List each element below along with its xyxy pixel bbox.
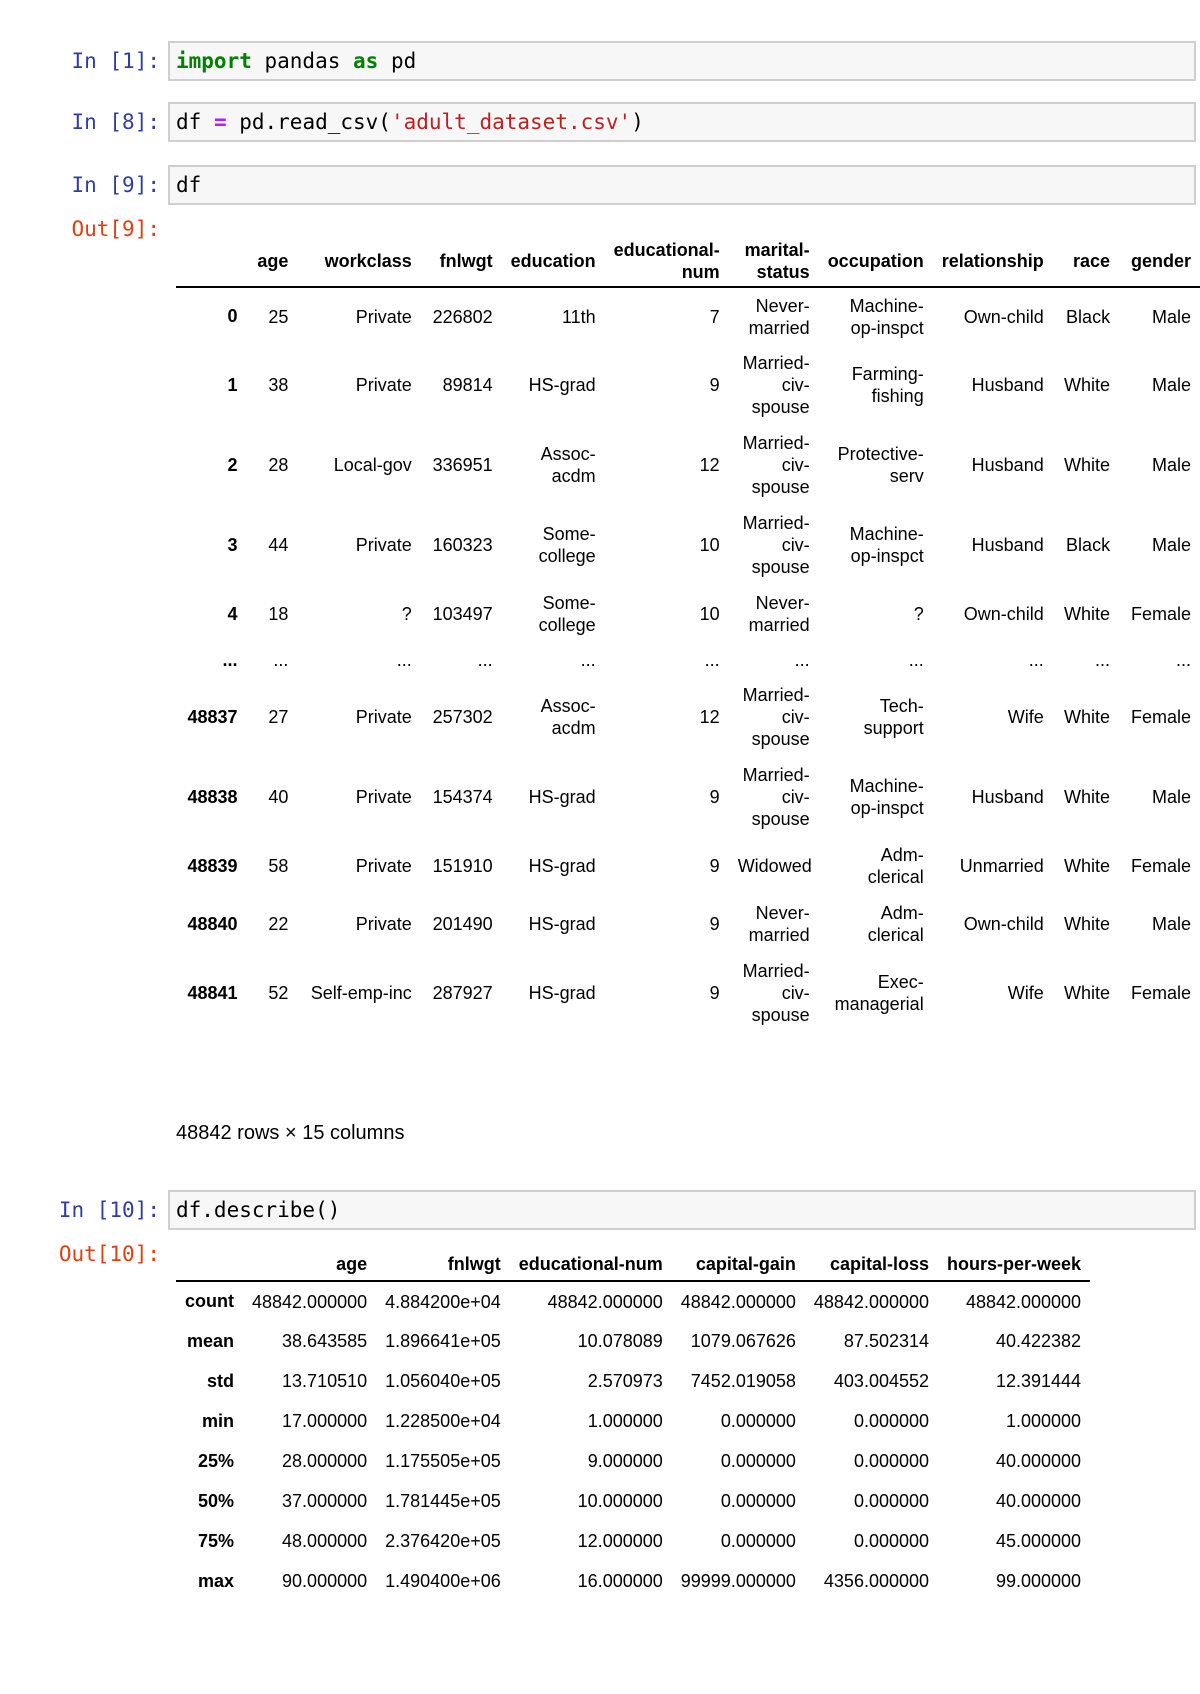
table-cell: 1.896641e+05 <box>385 1331 501 1351</box>
table-cell: Married-civ-spouse <box>742 513 810 577</box>
table-cell: 40 <box>268 787 289 807</box>
column-header: capital-loss <box>805 1248 938 1281</box>
table-cell: 0.000000 <box>720 1451 796 1471</box>
table-row <box>176 1361 1090 1401</box>
row-index: mean <box>186 1330 234 1351</box>
table-cell: Own-child <box>963 306 1044 327</box>
table-cell: ? <box>401 604 412 624</box>
code-token: ) <box>631 110 644 134</box>
table-cell: 7 <box>709 306 720 327</box>
code-token: = <box>213 110 227 134</box>
describe-table <box>176 1248 1090 1601</box>
table-cell: Local-gov <box>333 455 412 475</box>
table-row <box>176 895 1200 953</box>
table-cell: Male <box>1151 535 1191 555</box>
row-index: 1 <box>227 374 238 395</box>
table-row <box>176 425 1200 505</box>
code-token: import <box>176 49 252 73</box>
table-cell: Some-college <box>538 593 596 635</box>
table-cell: 1.490400e+06 <box>385 1571 501 1591</box>
column-header: gender <box>1119 236 1200 287</box>
table-cell: Married-civ-spouse <box>742 353 810 417</box>
table-cell: ... <box>794 650 810 670</box>
table-cell: Machine-op-inspct <box>849 776 924 818</box>
column-header: fnlwgt <box>421 236 502 287</box>
table-cell: 201490 <box>432 914 493 934</box>
dataframe-table <box>176 236 1200 1033</box>
table-cell: 18 <box>268 604 289 624</box>
table-cell: Private <box>355 856 412 876</box>
table-cell: Adm-clerical <box>867 903 924 945</box>
code-token: as <box>353 49 379 73</box>
table-cell: Black <box>1066 535 1111 555</box>
table-cell: 45.000000 <box>995 1531 1082 1551</box>
table-cell: Protective-serv <box>837 444 924 486</box>
table-cell: Machine-op-inspct <box>849 524 924 566</box>
column-header <box>176 236 247 287</box>
in-prompt: In [1]: <box>71 49 160 73</box>
table-cell: 38 <box>268 375 289 395</box>
table-cell: Tech-support <box>863 696 924 738</box>
table-cell: Never-married <box>748 593 810 635</box>
table-cell: 1.056040e+05 <box>385 1371 501 1391</box>
row-index: 2 <box>227 454 238 475</box>
table-cell: 4.884200e+04 <box>385 1291 501 1312</box>
table-cell: 48842.000000 <box>813 1291 930 1312</box>
table-cell: ... <box>1175 650 1191 670</box>
table-cell: 28 <box>268 455 289 475</box>
table-cell: HS-grad <box>528 375 596 395</box>
table-cell: Husband <box>971 455 1044 475</box>
table-cell: Married-civ-spouse <box>742 433 810 497</box>
in-prompt: In [10]: <box>58 1198 160 1222</box>
table-cell: White <box>1064 914 1111 934</box>
table-cell: Husband <box>971 787 1044 807</box>
table-cell: 154374 <box>432 787 493 807</box>
table-cell: 160323 <box>432 535 493 555</box>
code-input[interactable] <box>168 41 1196 81</box>
table-cell: 40.422382 <box>995 1331 1082 1351</box>
table-cell: 2.376420e+05 <box>385 1531 501 1551</box>
table-cell: Private <box>355 707 412 727</box>
table-cell: 1.000000 <box>587 1411 663 1431</box>
table-header <box>176 1248 1090 1281</box>
table-cell: ? <box>913 604 924 624</box>
column-header: educational-num <box>605 236 729 287</box>
table-row <box>176 1561 1090 1601</box>
column-header: education <box>502 236 605 287</box>
column-header <box>176 1248 243 1281</box>
table-cell: Assoc-acdm <box>540 444 596 486</box>
table-header <box>176 236 1200 287</box>
table-row <box>176 1521 1090 1561</box>
code-token: pd.read_csv( <box>226 110 391 134</box>
in-prompt: In [8]: <box>71 110 160 134</box>
table-cell: White <box>1064 604 1111 624</box>
table-cell: Black <box>1066 306 1111 327</box>
column-header: occupation <box>819 236 933 287</box>
table-cell: 44 <box>268 535 289 555</box>
table-cell: Male <box>1151 787 1191 807</box>
table-cell: 9 <box>709 787 720 807</box>
row-index: 48840 <box>187 913 238 934</box>
table-cell: 7452.019058 <box>690 1371 796 1391</box>
table-cell: 9 <box>709 375 720 395</box>
table-cell: 40.000000 <box>995 1491 1082 1511</box>
table-cell: 226802 <box>432 306 493 327</box>
table-cell: 13.710510 <box>282 1371 368 1391</box>
table-cell: ... <box>273 650 289 670</box>
table-cell: 48842.000000 <box>965 1291 1082 1312</box>
table-cell: Farming-fishing <box>851 364 924 406</box>
table-cell: Exec-managerial <box>834 972 924 1014</box>
table-cell: 48.000000 <box>282 1531 368 1551</box>
row-index: 3 <box>227 534 238 555</box>
code-token: 'adult_dataset.csv' <box>390 110 632 134</box>
table-cell: 11th <box>561 306 596 327</box>
table-cell: Some-college <box>538 524 596 566</box>
table-cell: 0.000000 <box>853 1451 930 1471</box>
code-input[interactable] <box>168 102 1196 142</box>
table-cell: 336951 <box>432 455 493 475</box>
table-cell: 12.000000 <box>577 1531 663 1551</box>
table-cell: Married-civ-spouse <box>742 685 810 749</box>
table-row <box>176 643 1200 677</box>
column-header: workclass <box>297 236 420 287</box>
table-cell: 0.000000 <box>853 1491 930 1511</box>
column-header: marital-status <box>729 236 819 287</box>
table-row <box>176 953 1200 1033</box>
table-cell: White <box>1064 983 1111 1003</box>
table-cell: Married-civ-spouse <box>742 765 810 829</box>
code-input[interactable] <box>168 1190 1196 1230</box>
column-header: fnlwgt <box>376 1248 510 1281</box>
table-cell: 287927 <box>432 983 493 1003</box>
row-index: 0 <box>227 306 238 326</box>
table-cell: 40.000000 <box>995 1451 1082 1471</box>
table-cell: Assoc-acdm <box>540 696 596 738</box>
table-cell: 4356.000000 <box>823 1571 930 1591</box>
table-cell: Unmarried <box>959 856 1044 876</box>
table-cell: HS-grad <box>528 914 596 934</box>
table-cell: 52 <box>268 983 289 1003</box>
row-index: 75% <box>197 1530 234 1551</box>
table-cell: 38.643585 <box>282 1331 368 1351</box>
row-index: min <box>201 1410 234 1431</box>
table-cell: 12.391444 <box>995 1371 1082 1391</box>
table-row <box>176 1281 1090 1321</box>
table-cell: ... <box>908 650 924 670</box>
table-cell: Widowed <box>737 856 812 876</box>
table-cell: 9 <box>709 856 720 876</box>
column-header: relationship <box>933 236 1053 287</box>
table-row <box>176 1401 1090 1441</box>
table-cell: Private <box>355 306 412 327</box>
table-cell: 17.000000 <box>282 1411 368 1431</box>
table-cell: 89814 <box>442 375 493 395</box>
table-cell: White <box>1064 787 1111 807</box>
table-cell: Private <box>355 535 412 555</box>
row-index: 48837 <box>187 706 238 727</box>
table-cell: 403.004552 <box>833 1371 930 1391</box>
column-header: educational-num <box>510 1248 672 1281</box>
table-cell: 22 <box>268 914 289 934</box>
table-cell: 9.000000 <box>587 1451 663 1471</box>
table-cell: Male <box>1151 306 1191 327</box>
code-token: df.describe() <box>176 1198 341 1222</box>
table-cell: 0.000000 <box>720 1411 796 1431</box>
row-index: std <box>207 1370 234 1391</box>
table-body <box>176 287 1200 1033</box>
table-cell: 10 <box>699 535 720 555</box>
table-cell: 16.000000 <box>577 1571 663 1591</box>
table-cell: 12 <box>699 707 720 727</box>
table-cell: 0.000000 <box>853 1531 930 1551</box>
table-cell: Adm-clerical <box>867 845 924 887</box>
column-header: capital-gain <box>672 1248 805 1281</box>
out-prompt: Out[9]: <box>71 217 160 241</box>
table-cell: 257302 <box>432 707 493 727</box>
table-cell: Female <box>1130 856 1191 876</box>
table-cell: ... <box>396 650 412 670</box>
table-cell: 9 <box>709 983 720 1003</box>
table-cell: White <box>1064 375 1111 395</box>
table-row <box>176 585 1200 643</box>
table-cell: 9 <box>709 914 720 934</box>
table-cell: 58 <box>268 856 289 876</box>
table-cell: Private <box>355 914 412 934</box>
table-cell: 90.000000 <box>282 1571 368 1591</box>
table-cell: Never-married <box>748 295 810 338</box>
table-row <box>176 287 1200 345</box>
table-cell: Male <box>1151 455 1191 475</box>
table-cell: Male <box>1151 375 1191 395</box>
table-cell: 48842.000000 <box>680 1291 796 1312</box>
table-cell: White <box>1064 707 1111 727</box>
table-cell: ... <box>580 650 596 670</box>
table-row <box>176 505 1200 585</box>
table-cell: Husband <box>971 375 1044 395</box>
table-row <box>176 1481 1090 1521</box>
in-prompt: In [9]: <box>71 173 160 197</box>
row-index: 48839 <box>187 855 238 876</box>
table-cell: 10 <box>699 604 720 624</box>
table-cell: HS-grad <box>528 856 596 876</box>
table-cell: 0.000000 <box>720 1531 796 1551</box>
row-index: 48838 <box>187 786 238 807</box>
table-cell: HS-grad <box>528 787 596 807</box>
table-cell: Married-civ-spouse <box>742 961 810 1025</box>
dataframe-shape-note: 48842 rows × 15 columns <box>176 1122 405 1144</box>
table-cell: White <box>1064 455 1111 475</box>
table-cell: Male <box>1151 914 1191 934</box>
table-cell: 10.078089 <box>577 1331 663 1351</box>
table-cell: Machine-op-inspct <box>849 295 924 338</box>
column-header: race <box>1053 236 1119 287</box>
table-cell: Female <box>1130 707 1191 727</box>
table-row <box>176 837 1200 895</box>
table-cell: Private <box>355 787 412 807</box>
table-cell: 28.000000 <box>282 1451 368 1471</box>
table-cell: ... <box>477 650 493 670</box>
table-row <box>176 1441 1090 1481</box>
table-cell: Female <box>1130 983 1191 1003</box>
table-cell: Wife <box>1007 983 1044 1003</box>
table-cell: 27 <box>268 707 289 727</box>
table-cell: Wife <box>1007 707 1044 727</box>
table-cell: ... <box>1028 650 1044 670</box>
table-row <box>176 1321 1090 1361</box>
code-token: pd <box>378 49 417 73</box>
column-header: hours-per-week <box>938 1248 1090 1281</box>
table-cell: ... <box>1095 650 1111 670</box>
table-cell: Female <box>1130 604 1191 624</box>
table-cell: White <box>1064 856 1111 876</box>
table-cell: 99.000000 <box>995 1571 1082 1591</box>
code-token: df <box>176 173 202 197</box>
table-cell: ... <box>704 650 720 670</box>
table-cell: 10.000000 <box>577 1491 663 1511</box>
row-index: count <box>185 1291 234 1311</box>
row-index: 4 <box>227 603 238 624</box>
table-cell: Private <box>355 375 412 395</box>
out-prompt: Out[10]: <box>58 1242 160 1266</box>
table-cell: 1.781445e+05 <box>385 1491 501 1511</box>
column-header: age <box>243 1248 376 1281</box>
table-cell: 2.570973 <box>587 1371 663 1391</box>
table-cell: 25 <box>268 306 289 327</box>
table-cell: 1.000000 <box>1005 1411 1082 1431</box>
table-cell: 48842.000000 <box>547 1291 663 1312</box>
table-row <box>176 757 1200 837</box>
row-index: ... <box>222 649 238 670</box>
code-token: pandas <box>251 49 354 73</box>
table-cell: 87.502314 <box>843 1331 930 1351</box>
table-cell: 1079.067626 <box>690 1331 796 1351</box>
table-body <box>176 1281 1090 1601</box>
table-cell: Own-child <box>963 914 1044 934</box>
table-cell: 12 <box>699 455 720 475</box>
row-index: 48841 <box>187 982 238 1003</box>
table-cell: 99999.000000 <box>680 1571 796 1591</box>
code-token: df <box>176 110 214 134</box>
table-row <box>176 677 1200 757</box>
table-cell: 0.000000 <box>853 1411 930 1431</box>
column-header: age <box>247 236 298 287</box>
table-cell: 1.228500e+04 <box>385 1411 501 1431</box>
row-index: max <box>197 1570 234 1591</box>
table-cell: 37.000000 <box>282 1491 368 1511</box>
table-cell: 48842.000000 <box>252 1291 368 1312</box>
table-cell: 1.175505e+05 <box>385 1451 501 1471</box>
table-cell: Never-married <box>748 903 810 945</box>
table-cell: Own-child <box>963 604 1044 624</box>
code-input[interactable] <box>168 165 1196 205</box>
table-cell: 103497 <box>432 604 493 624</box>
row-index: 25% <box>197 1450 234 1471</box>
table-cell: Self-emp-inc <box>310 983 412 1003</box>
table-cell: 151910 <box>432 856 493 876</box>
table-row <box>176 345 1200 425</box>
table-cell: 0.000000 <box>720 1491 796 1511</box>
table-cell: HS-grad <box>528 983 596 1003</box>
table-cell: Husband <box>971 535 1044 555</box>
row-index: 50% <box>197 1490 234 1511</box>
